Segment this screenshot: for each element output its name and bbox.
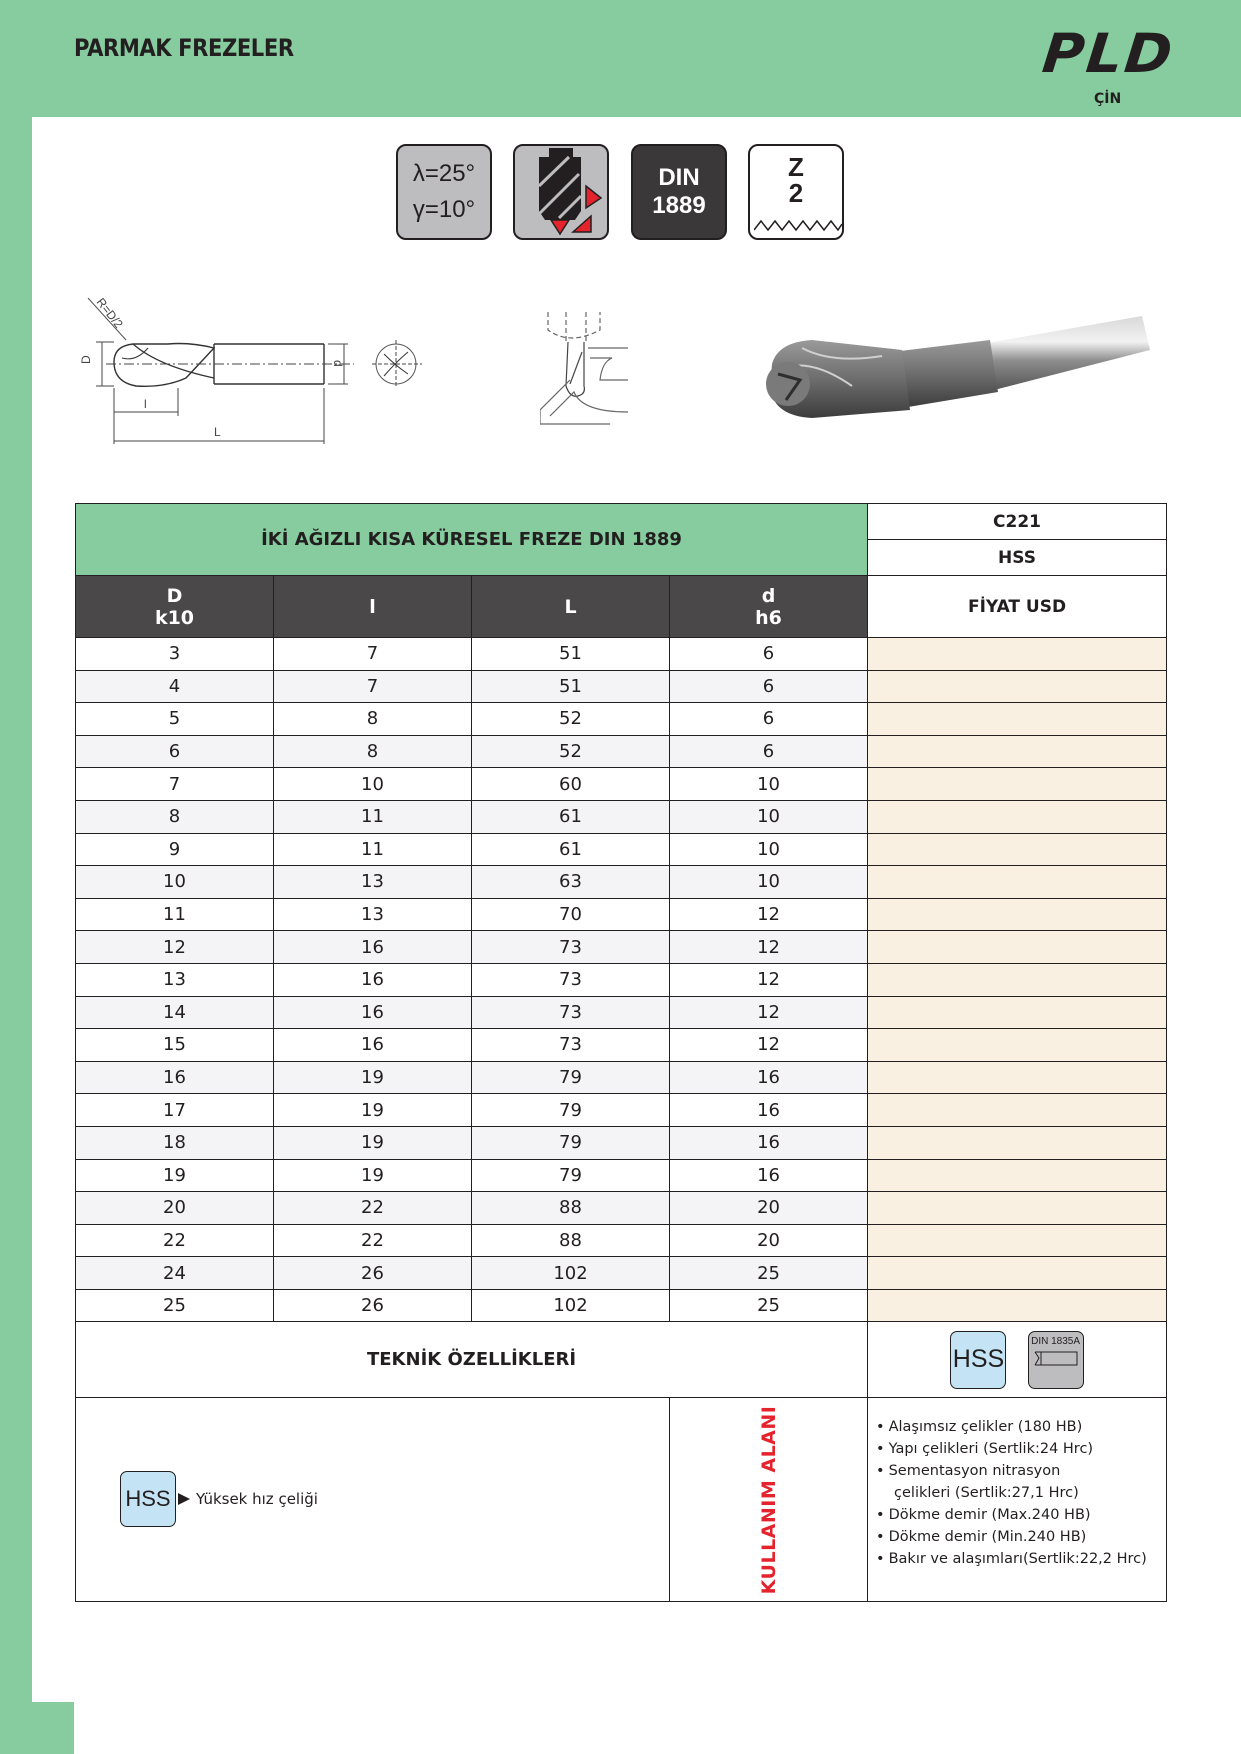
table-row	[76, 898, 1167, 931]
cell-D: 5	[76, 703, 274, 736]
shank-din-1835a-icon: DIN 1835A	[1028, 1331, 1084, 1389]
cell-L: 88	[472, 1192, 670, 1225]
cell-l: 22	[274, 1224, 472, 1257]
cell-l: 16	[274, 1029, 472, 1062]
cell-d: 25	[670, 1257, 868, 1290]
cell-D: 8	[76, 800, 274, 833]
angle-badge	[396, 144, 492, 240]
cell-D: 18	[76, 1126, 274, 1159]
cell-l: 19	[274, 1126, 472, 1159]
helix-angle: λ=25°	[412, 160, 476, 187]
price-cell	[868, 768, 1167, 801]
usage-item: • Alaşımsız çelikler (180 HB)	[876, 1419, 1083, 1436]
din-number: 1889	[652, 192, 706, 219]
table-row	[76, 866, 1167, 899]
cell-L: 73	[472, 963, 670, 996]
rake-angle: γ=10°	[412, 196, 476, 223]
price-cell	[868, 1289, 1167, 1322]
cell-d: 6	[670, 735, 868, 768]
din-label: DIN	[658, 164, 700, 191]
price-cell	[868, 703, 1167, 736]
cell-L: 63	[472, 866, 670, 899]
cell-l: 22	[274, 1192, 472, 1225]
dim-L-label: L	[214, 425, 221, 439]
table-row	[76, 833, 1167, 866]
cell-l: 8	[274, 703, 472, 736]
cell-L: 52	[472, 703, 670, 736]
price-cell	[868, 1126, 1167, 1159]
cell-l: 13	[274, 866, 472, 899]
table-row	[76, 963, 1167, 996]
cell-L: 61	[472, 833, 670, 866]
cell-L: 70	[472, 898, 670, 931]
dim-D-label: D	[79, 355, 93, 364]
cell-d: 12	[670, 963, 868, 996]
cell-L: 102	[472, 1289, 670, 1322]
cell-d: 16	[670, 1061, 868, 1094]
cell-d: 12	[670, 996, 868, 1029]
cell-L: 88	[472, 1224, 670, 1257]
cell-L: 61	[472, 800, 670, 833]
price-cell	[868, 866, 1167, 899]
table-row	[76, 1257, 1167, 1290]
material-legend	[76, 1398, 670, 1602]
price-cell	[868, 931, 1167, 964]
usage-item: çelikleri (Sertlik:27,1 Hrc)	[894, 1485, 1079, 1502]
cell-L: 73	[472, 996, 670, 1029]
page-title: PARMAK FREZELER	[74, 34, 294, 62]
price-cell	[868, 1061, 1167, 1094]
cell-L: 51	[472, 670, 670, 703]
cell-d: 16	[670, 1126, 868, 1159]
price-cell	[868, 670, 1167, 703]
hss-icon: HSS	[950, 1331, 1006, 1389]
table-row	[76, 1061, 1167, 1094]
dim-l-label: l	[144, 397, 147, 411]
cell-l: 16	[274, 931, 472, 964]
price-cell	[868, 800, 1167, 833]
cell-d: 10	[670, 866, 868, 899]
cell-D: 11	[76, 898, 274, 931]
cell-l: 11	[274, 800, 472, 833]
product-photo	[742, 308, 1152, 442]
cell-D: 16	[76, 1061, 274, 1094]
cell-L: 73	[472, 931, 670, 964]
cell-D: 10	[76, 866, 274, 899]
cell-d: 10	[670, 768, 868, 801]
cell-d: 6	[670, 638, 868, 671]
price-cell	[868, 1257, 1167, 1290]
usage-item: • Yapı çelikleri (Sertlik:24 Hrc)	[876, 1441, 1094, 1458]
price-cell	[868, 898, 1167, 931]
cell-D: 7	[76, 768, 274, 801]
flute-count-badge	[748, 144, 844, 240]
price-cell	[868, 1159, 1167, 1192]
country-label: ÇİN	[1094, 91, 1122, 107]
price-cell	[868, 963, 1167, 996]
usage-item: • Dökme demir (Max.240 HB)	[876, 1507, 1091, 1524]
cell-L: 79	[472, 1094, 670, 1127]
cell-l: 19	[274, 1159, 472, 1192]
arrow-right-icon	[178, 1493, 190, 1505]
cell-d: 12	[670, 1029, 868, 1062]
price-cell	[868, 1094, 1167, 1127]
brand-logo: PLD	[1039, 22, 1178, 85]
cell-D: 17	[76, 1094, 274, 1127]
table-row	[76, 735, 1167, 768]
table-row	[76, 1126, 1167, 1159]
cell-d: 20	[670, 1192, 868, 1225]
table-row	[76, 800, 1167, 833]
cell-l: 16	[274, 996, 472, 1029]
cell-D: 22	[76, 1224, 274, 1257]
price-cell	[868, 1029, 1167, 1062]
usage-item: • Sementasyon nitrasyon	[876, 1463, 1061, 1480]
technical-title: TEKNİK ÖZELLİKLERİ	[76, 1322, 868, 1398]
table-row	[76, 1159, 1167, 1192]
table-row	[76, 1192, 1167, 1225]
price-cell	[868, 735, 1167, 768]
cell-l: 7	[274, 670, 472, 703]
cell-L: 60	[472, 768, 670, 801]
cell-d: 12	[670, 898, 868, 931]
left-strip	[0, 0, 32, 1754]
cell-L: 51	[472, 638, 670, 671]
usage-list	[868, 1398, 1167, 1602]
cell-L: 102	[472, 1257, 670, 1290]
table-row	[76, 1029, 1167, 1062]
table-title: İKİ AĞIZLI KISA KÜRESEL FREZE DIN 1889	[76, 504, 868, 576]
table-row	[76, 703, 1167, 736]
table-row	[76, 670, 1167, 703]
cell-d: 25	[670, 1289, 868, 1322]
table-row	[76, 1289, 1167, 1322]
cell-l: 26	[274, 1289, 472, 1322]
price-cell	[868, 1224, 1167, 1257]
usage-item: • Dökme demir (Min.240 HB)	[876, 1529, 1087, 1546]
table-row	[76, 638, 1167, 671]
table-row	[76, 1094, 1167, 1127]
left-strip-footer	[0, 1702, 74, 1754]
hss-legend-icon: HSS	[120, 1471, 176, 1527]
cell-D: 13	[76, 963, 274, 996]
column-header-price: FİYAT USD	[868, 576, 1167, 638]
cell-l: 13	[274, 898, 472, 931]
cell-d: 6	[670, 703, 868, 736]
cell-l: 7	[274, 638, 472, 671]
product-table	[75, 503, 1167, 1602]
dim-d-label: d	[331, 360, 345, 367]
table-row	[76, 931, 1167, 964]
cell-d: 20	[670, 1224, 868, 1257]
technical-icons	[868, 1322, 1167, 1398]
cell-d: 12	[670, 931, 868, 964]
column-header-L: L	[472, 576, 670, 638]
price-cell	[868, 1192, 1167, 1225]
flutes-label: Z	[788, 152, 804, 182]
cell-d: 10	[670, 833, 868, 866]
cell-D: 6	[76, 735, 274, 768]
teeth-icon	[754, 218, 842, 234]
product-code: C221	[868, 504, 1167, 540]
cell-L: 52	[472, 735, 670, 768]
cell-L: 79	[472, 1126, 670, 1159]
cell-D: 19	[76, 1159, 274, 1192]
cell-D: 12	[76, 931, 274, 964]
cell-d: 10	[670, 800, 868, 833]
cell-l: 16	[274, 963, 472, 996]
cell-D: 20	[76, 1192, 274, 1225]
table-row	[76, 768, 1167, 801]
legend-text: Yüksek hız çeliği	[196, 1490, 318, 1509]
usage-diagram	[540, 312, 630, 436]
cell-D: 9	[76, 833, 274, 866]
cell-d: 6	[670, 670, 868, 703]
price-cell	[868, 833, 1167, 866]
table-row	[76, 1224, 1167, 1257]
usage-label: KULLANIM ALANI	[670, 1398, 868, 1602]
column-header-d: d h6	[670, 576, 868, 638]
cell-D: 25	[76, 1289, 274, 1322]
cell-D: 24	[76, 1257, 274, 1290]
cell-l: 19	[274, 1061, 472, 1094]
cell-d: 16	[670, 1094, 868, 1127]
technical-drawing	[78, 296, 438, 460]
table-row	[76, 996, 1167, 1029]
flutes-count: 2	[788, 178, 804, 208]
cell-l: 11	[274, 833, 472, 866]
radius-label: R=D/2	[93, 296, 126, 331]
cell-D: 3	[76, 638, 274, 671]
column-header-D: D k10	[76, 576, 274, 638]
cell-L: 79	[472, 1159, 670, 1192]
din-standard-badge	[631, 144, 727, 240]
cell-l: 26	[274, 1257, 472, 1290]
cell-L: 79	[472, 1061, 670, 1094]
cell-D: 14	[76, 996, 274, 1029]
cell-d: 16	[670, 1159, 868, 1192]
cell-D: 4	[76, 670, 274, 703]
cell-l: 10	[274, 768, 472, 801]
column-header-l: l	[274, 576, 472, 638]
ball-nose-cutter-icon	[513, 144, 609, 240]
price-cell	[868, 996, 1167, 1029]
price-cell	[868, 638, 1167, 671]
material-label: HSS	[868, 540, 1167, 576]
usage-item: • Bakır ve alaşımları(Sertlik:22,2 Hrc)	[876, 1551, 1147, 1568]
cell-L: 73	[472, 1029, 670, 1062]
cell-l: 8	[274, 735, 472, 768]
cell-l: 19	[274, 1094, 472, 1127]
cell-D: 15	[76, 1029, 274, 1062]
